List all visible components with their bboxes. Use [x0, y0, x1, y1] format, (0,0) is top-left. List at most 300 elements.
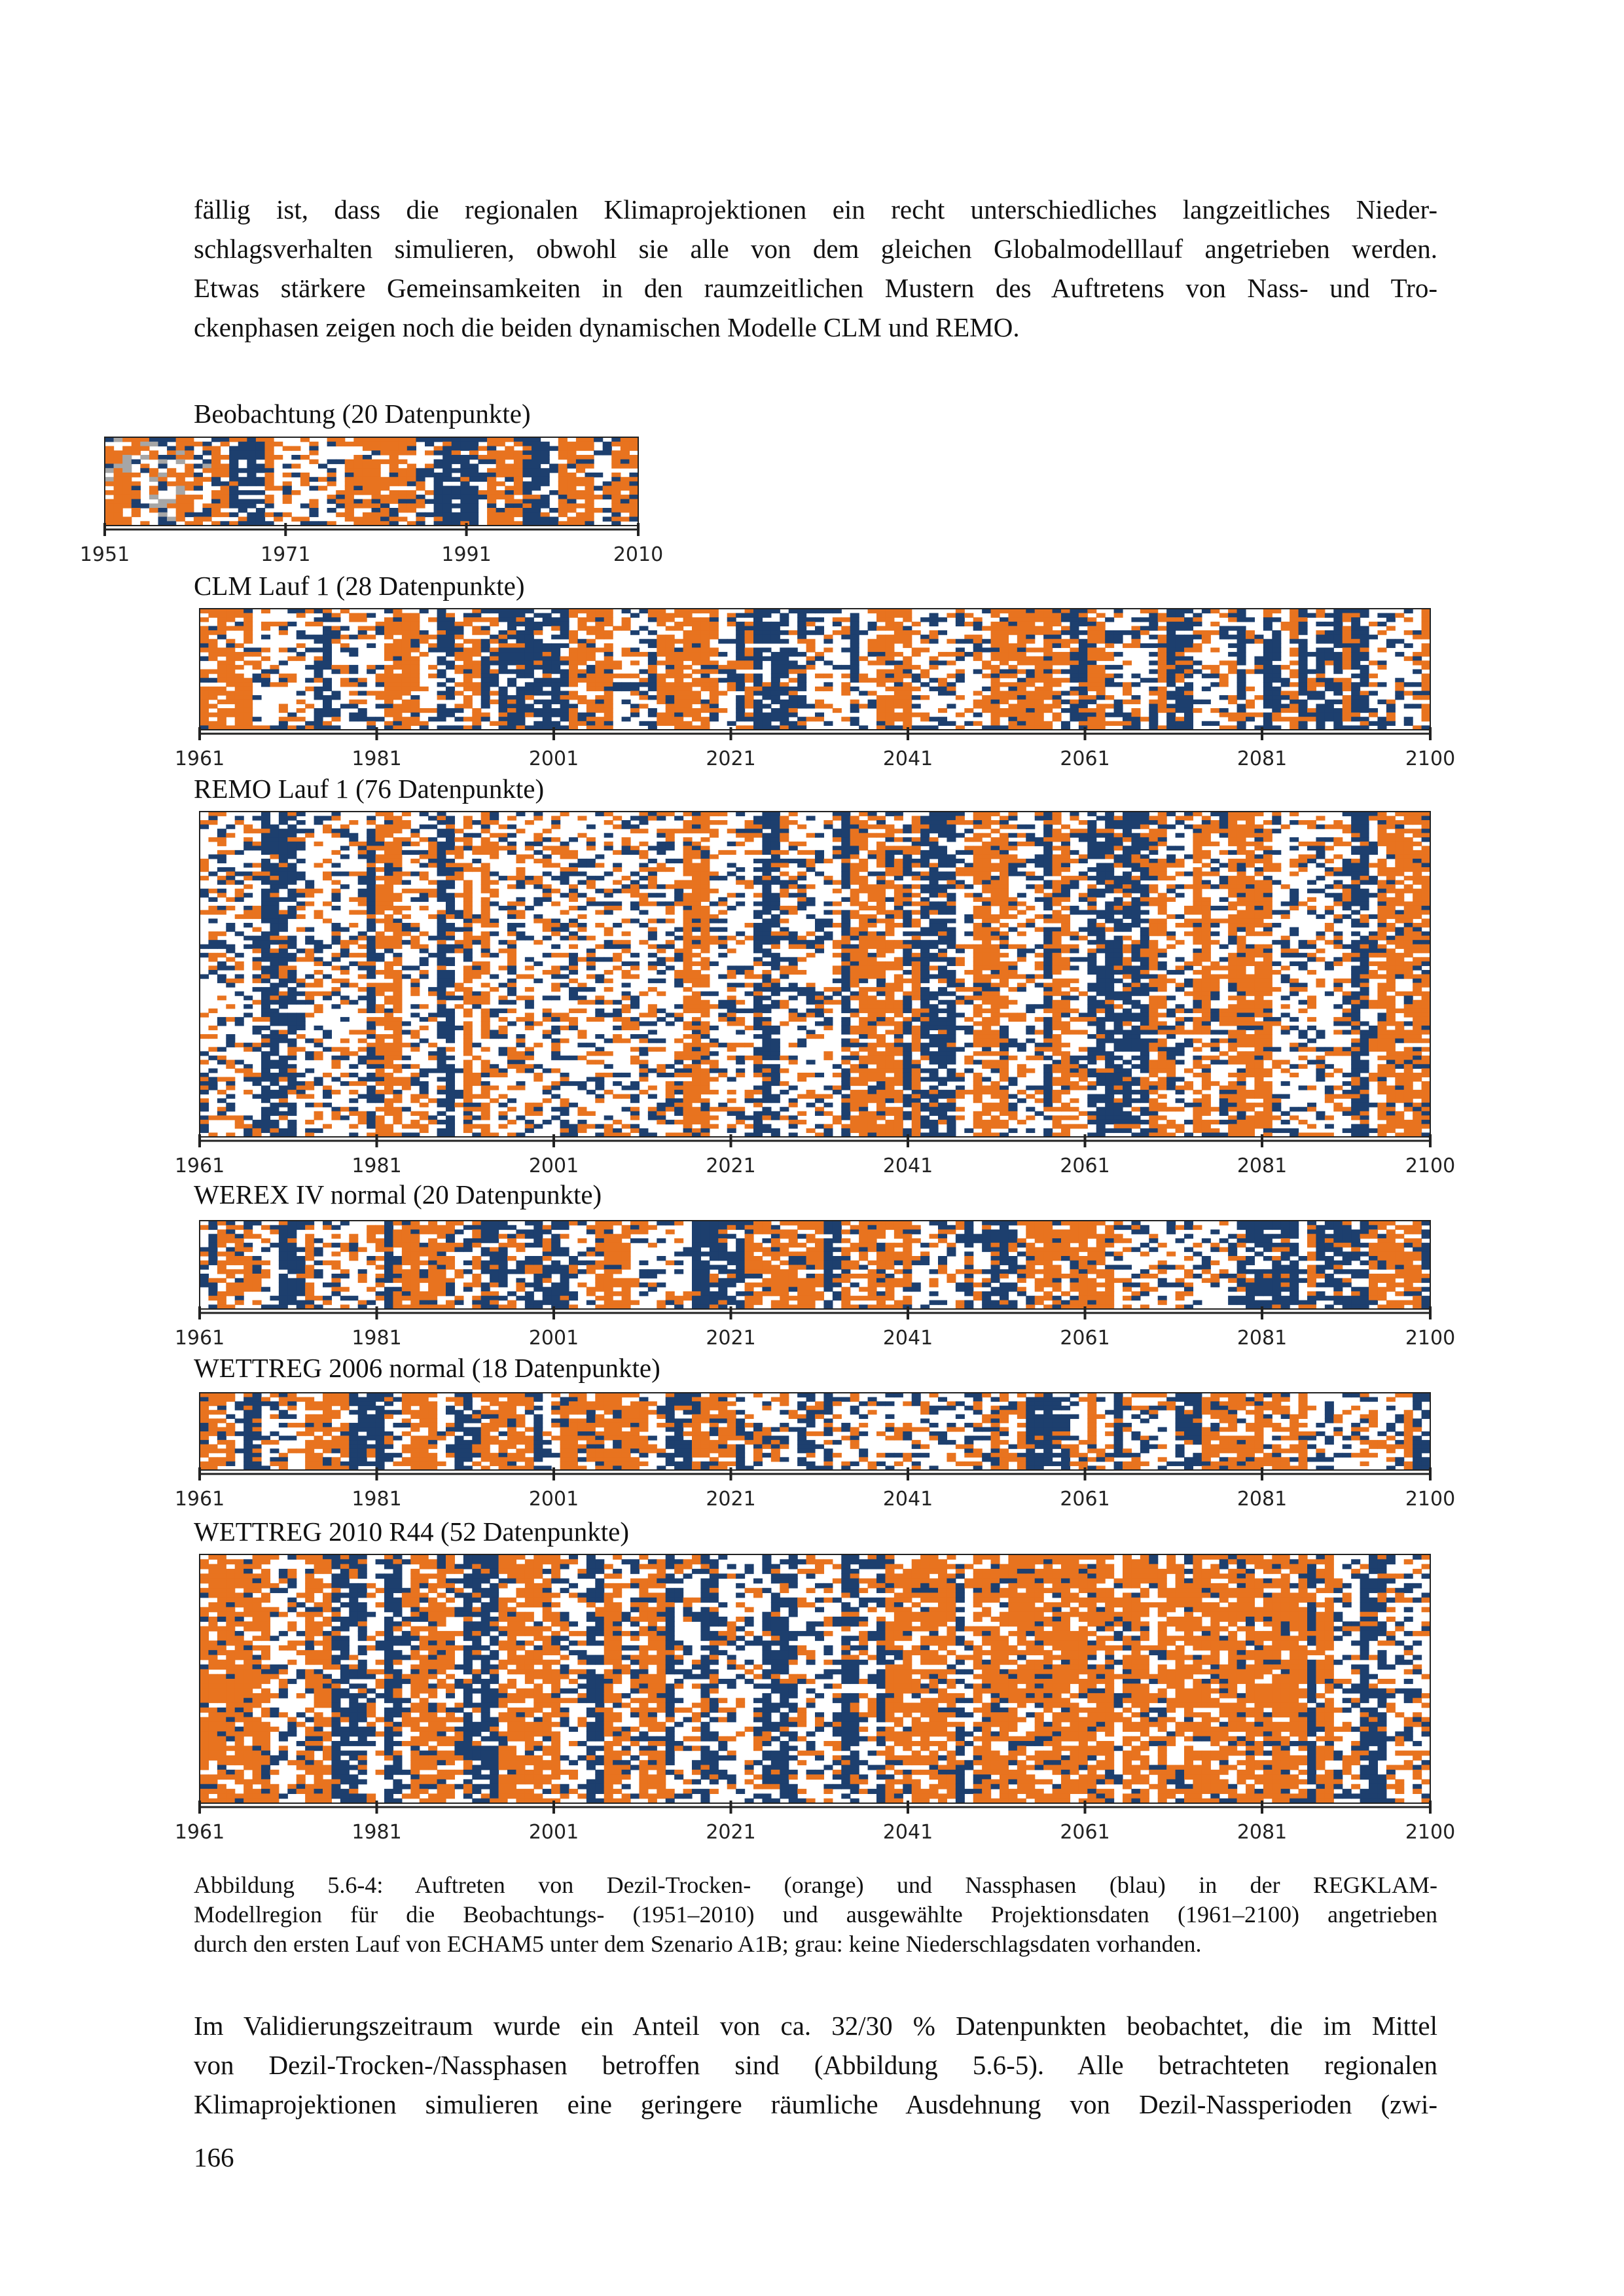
heatmap-cell [558, 455, 568, 459]
heatmap-cell [543, 897, 552, 902]
heatmap-cell [533, 691, 543, 696]
heatmap-cell [1087, 630, 1096, 635]
heatmap-cell [410, 965, 420, 970]
heatmap-cell [393, 944, 402, 949]
heatmap-cell [398, 517, 407, 522]
heatmap-cell [132, 437, 141, 442]
heatmap-cell [176, 450, 185, 455]
heatmap-cell [122, 517, 132, 522]
heatmap-cell [279, 983, 288, 988]
heatmap-cell [1422, 713, 1431, 717]
heatmap-cell [920, 617, 929, 622]
heatmap-cell [558, 486, 568, 490]
heatmap-cell [1193, 647, 1202, 652]
heatmap-cell [393, 846, 402, 850]
heatmap-cell [1422, 678, 1431, 683]
heatmap-cell [454, 643, 463, 648]
heatmap-cell [982, 700, 991, 704]
heatmap-cell [1026, 635, 1035, 639]
heatmap-cell [314, 670, 323, 674]
heatmap-cell [270, 1081, 279, 1086]
heatmap-cell [323, 1047, 332, 1052]
heatmap-cell [700, 708, 710, 713]
heatmap-cell [576, 503, 585, 508]
heatmap-cell [1070, 656, 1079, 661]
heatmap-cell [331, 1115, 340, 1120]
heatmap-cell [253, 978, 262, 983]
heatmap-cell [279, 816, 288, 821]
heatmap-cell [1166, 660, 1176, 665]
heatmap-cell [1166, 670, 1176, 674]
heatmap-cell [200, 1098, 209, 1103]
heatmap-cell [1360, 639, 1369, 643]
heatmap-cell [1035, 647, 1044, 652]
heatmap-cell [507, 978, 516, 983]
heatmap-cell [446, 863, 455, 867]
heatmap-cell [132, 503, 141, 508]
heatmap-cell [532, 442, 541, 446]
heatmap-cell [1149, 613, 1158, 618]
heatmap-cell [454, 1103, 463, 1107]
heatmap-cell [736, 613, 745, 618]
heatmap-cell [560, 695, 569, 700]
heatmap-cell [1351, 704, 1360, 708]
heatmap-cell [305, 953, 314, 958]
heatmap-cell [621, 517, 630, 522]
heatmap-cell [657, 687, 666, 691]
heatmap-cell [200, 1081, 209, 1086]
heatmap-cell [297, 1017, 306, 1022]
heatmap-cell [393, 983, 402, 988]
heatmap-cell [516, 1051, 525, 1056]
heatmap-cell [490, 1030, 499, 1035]
heatmap-cell [270, 1128, 279, 1133]
heatmap-cell [287, 609, 297, 613]
heatmap-cell [261, 936, 270, 941]
heatmap-cell [384, 682, 393, 687]
heatmap-cell [208, 656, 217, 661]
heatmap-cell [1166, 704, 1176, 708]
heatmap-cell [270, 1094, 279, 1099]
heatmap-cell [437, 863, 446, 867]
heatmap-cell [287, 1124, 297, 1128]
heatmap-cell [648, 652, 657, 656]
heatmap-cell [532, 450, 541, 455]
heatmap-cell [372, 468, 381, 473]
heatmap-cell [261, 975, 270, 979]
heatmap-cell [1351, 665, 1360, 670]
heatmap-cell [256, 437, 265, 442]
heatmap-cell [1263, 670, 1272, 674]
heatmap-cell [376, 837, 385, 842]
heatmap-cell [956, 678, 965, 683]
heatmap-cell [481, 953, 490, 958]
heatmap-cell [1343, 639, 1352, 643]
heatmap-cell [363, 464, 372, 469]
heatmap-cell [226, 923, 235, 927]
heatmap-cell [1386, 617, 1396, 622]
heatmap-cell [1035, 691, 1044, 696]
heatmap-cell [499, 1124, 508, 1128]
heatmap-cell [428, 987, 437, 992]
heatmap-cell [283, 482, 292, 486]
heatmap-cell [947, 704, 956, 708]
heatmap-cell [122, 477, 132, 482]
heatmap-cell [200, 1086, 209, 1090]
heatmap-cell [1386, 717, 1396, 721]
heatmap-cell [221, 486, 230, 490]
heatmap-cell [420, 1017, 429, 1022]
heatmap-cell [176, 442, 185, 446]
heatmap-cell [384, 1060, 393, 1064]
heatmap-cell [789, 704, 798, 708]
heatmap-cell [604, 691, 613, 696]
heatmap-cell [1184, 635, 1193, 639]
x-tick-label: 2001 [528, 747, 579, 770]
heatmap-cell [437, 1090, 446, 1094]
heatmap-cell [270, 825, 279, 829]
heatmap-cell [541, 477, 550, 482]
heatmap-cell [402, 820, 411, 825]
heatmap-cell [1158, 652, 1167, 656]
heatmap-cell [586, 630, 596, 635]
heatmap-cell [221, 468, 230, 473]
heatmap-cell [683, 617, 693, 622]
heatmap-cell [446, 816, 455, 821]
heatmap-cell [551, 816, 560, 821]
heatmap-cell [789, 660, 798, 665]
heatmap-cell [217, 678, 226, 683]
heatmap-cell [208, 1086, 217, 1090]
heatmap-cell [551, 983, 560, 988]
heatmap-cell [314, 1103, 323, 1107]
heatmap-cell [780, 670, 789, 674]
heatmap-cell [323, 639, 332, 643]
heatmap-cell [158, 437, 168, 442]
heatmap-cell [376, 1043, 385, 1047]
heatmap-cell [437, 978, 446, 983]
heatmap-cell [270, 1120, 279, 1124]
heatmap-cell [208, 1047, 217, 1052]
heatmap-cell [420, 944, 429, 949]
heatmap-cell [622, 647, 631, 652]
heatmap-cell [1228, 670, 1237, 674]
heatmap-cell [745, 660, 754, 665]
heatmap-cell [507, 1021, 516, 1026]
heatmap-cell [380, 477, 389, 482]
heatmap-cell [256, 512, 265, 517]
heatmap-cell [384, 1026, 393, 1030]
heatmap-cell [297, 978, 306, 983]
heatmap-cell [1290, 670, 1299, 674]
heatmap-cell [376, 893, 385, 897]
heatmap-cell [253, 846, 262, 850]
heatmap-cell [217, 665, 226, 670]
heatmap-cell [376, 704, 385, 708]
heatmap-cell [226, 656, 235, 661]
heatmap-cell [235, 1124, 244, 1128]
heatmap-cell [358, 931, 367, 936]
heatmap-cell [525, 673, 534, 678]
heatmap-cell [920, 682, 929, 687]
heatmap-cell [507, 1056, 516, 1060]
heatmap-cell [507, 850, 516, 855]
heatmap-cell [323, 825, 332, 829]
heatmap-cell [505, 517, 514, 522]
heatmap-cell [393, 708, 402, 713]
heatmap-cell [1299, 687, 1308, 691]
heatmap-cell [1395, 613, 1404, 618]
heatmap-cell [516, 880, 525, 885]
heatmap-cell [217, 975, 226, 979]
heatmap-cell [437, 893, 446, 897]
heatmap-cell [585, 495, 594, 499]
heatmap-cell [1043, 721, 1053, 726]
heatmap-cell [279, 1073, 288, 1077]
heatmap-cell [416, 499, 425, 504]
heatmap-cell [244, 936, 253, 941]
heatmap-cell [270, 1064, 279, 1069]
heatmap-cell [287, 872, 297, 876]
heatmap-cell [437, 1047, 446, 1052]
heatmap-cell [1096, 704, 1106, 708]
heatmap-cell [1386, 708, 1396, 713]
heatmap-cell [567, 490, 576, 495]
heatmap-cell [929, 630, 939, 635]
heatmap-cell [384, 825, 393, 829]
heatmap-cell [736, 713, 745, 717]
heatmap-cell [490, 987, 499, 992]
heatmap-cell [532, 464, 541, 469]
heatmap-cell [358, 880, 367, 885]
heatmap-cell [1210, 622, 1219, 626]
heatmap-cell [367, 918, 376, 923]
heatmap-cell [114, 508, 123, 512]
heatmap-cell [349, 1064, 358, 1069]
heatmap-cell [481, 897, 490, 902]
heatmap-cell [903, 609, 912, 613]
heatmap-clm [174, 603, 1456, 787]
heatmap-cell [991, 665, 1000, 670]
heatmap-cell [454, 626, 463, 630]
heatmap-cell [648, 609, 657, 613]
heatmap-cell [463, 965, 473, 970]
heatmap-cell [331, 1056, 340, 1060]
heatmap-cell [460, 477, 469, 482]
heatmap-cell [376, 1004, 385, 1009]
heatmap-cell [279, 1098, 288, 1103]
heatmap-cell [1131, 630, 1140, 635]
heatmap-cell [894, 682, 903, 687]
heatmap-cell [463, 944, 473, 949]
heatmap-cell [718, 691, 727, 696]
heatmap-cell [727, 660, 736, 665]
heatmap-cell [393, 1068, 402, 1073]
heatmap-cell [270, 842, 279, 846]
heatmap-cell [850, 665, 859, 670]
heatmap-cell [1105, 695, 1114, 700]
heatmap-cell [114, 517, 123, 522]
heatmap-cell [446, 936, 455, 941]
heatmap-cell [833, 617, 842, 622]
heatmap-cell [300, 503, 310, 508]
heatmap-cell [595, 695, 604, 700]
heatmap-cell [1413, 630, 1422, 635]
heatmap-cell [398, 503, 407, 508]
heatmap-cell [279, 833, 288, 838]
heatmap-cell [560, 854, 569, 859]
heatmap-cell [514, 455, 523, 459]
heatmap-cell [367, 965, 376, 970]
heatmap-cell [516, 1068, 525, 1073]
heatmap-cell [514, 473, 523, 477]
heatmap-cell [402, 687, 411, 691]
heatmap-cell [1202, 639, 1211, 643]
heatmap-cell [226, 825, 235, 829]
heatmap-cell [340, 1056, 350, 1060]
heatmap-cell [1166, 613, 1176, 618]
heatmap-cell [1360, 613, 1369, 618]
heatmap-cell [586, 626, 596, 630]
heatmap-cell [437, 948, 446, 953]
heatmap-cell [894, 717, 903, 721]
heatmap-cell [176, 499, 185, 504]
heatmap-cell [287, 863, 297, 867]
heatmap-cell [331, 1090, 340, 1094]
heatmap-cell [569, 639, 578, 643]
heatmap-cell [1176, 617, 1185, 622]
heatmap-cell [244, 1077, 253, 1081]
heatmap-cell [736, 678, 745, 683]
heatmap-cell [797, 630, 806, 635]
heatmap-cell [208, 613, 217, 618]
heatmap-cell [446, 1098, 455, 1103]
heatmap-cell [376, 889, 385, 893]
heatmap-cell [340, 1000, 350, 1005]
heatmap-cell [490, 647, 499, 652]
heatmap-cell [1096, 665, 1106, 670]
heatmap-cell [1316, 656, 1325, 661]
heatmap-cell [481, 829, 490, 833]
heatmap-cell [349, 897, 358, 902]
heatmap-cell [283, 495, 292, 499]
heatmap-cell [514, 437, 523, 442]
heatmap-cell [929, 665, 939, 670]
heatmap-cell [446, 1009, 455, 1013]
heatmap-cell [244, 842, 253, 846]
heatmap-cell [560, 1056, 569, 1060]
heatmap-cell [507, 983, 516, 988]
heatmap-cell [358, 617, 367, 622]
heatmap-cell [496, 437, 505, 442]
heatmap-cell [1079, 695, 1088, 700]
heatmap-cell [894, 613, 903, 618]
heatmap-cell [629, 459, 638, 464]
heatmap-cell [522, 468, 532, 473]
heatmap-cell [1343, 665, 1352, 670]
heatmap-cell [122, 455, 132, 459]
heatmap-cell [194, 477, 203, 482]
heatmap-cell [1053, 717, 1062, 721]
heatmap-cell [622, 609, 631, 613]
heatmap-cell [516, 721, 525, 726]
heatmap-cell [543, 652, 552, 656]
heatmap-cell [586, 673, 596, 678]
heatmap-cell [265, 450, 274, 455]
heatmap-cell [244, 996, 253, 1000]
heatmap-cell [208, 906, 217, 910]
heatmap-cell [1140, 643, 1149, 648]
heatmap-cell [442, 512, 452, 517]
heatmap-cell [402, 872, 411, 876]
heatmap-cell [208, 897, 217, 902]
heatmap-cell [507, 1086, 516, 1090]
heatmap-cell [463, 660, 473, 665]
heatmap-cell [226, 1094, 235, 1099]
heatmap-cell [674, 639, 683, 643]
heatmap-cell [692, 691, 701, 696]
heatmap-cell [305, 1000, 314, 1005]
heatmap-cell [353, 486, 363, 490]
heatmap-cell [384, 842, 393, 846]
heatmap-cell [507, 1098, 516, 1103]
heatmap-cell [384, 609, 393, 613]
heatmap-cell [217, 996, 226, 1000]
heatmap-cell [700, 656, 710, 661]
heatmap-cell [516, 647, 525, 652]
heatmap-cell [270, 884, 279, 889]
heatmap-cell [525, 670, 534, 674]
heatmap-cell [1061, 700, 1070, 704]
heatmap-cell [261, 940, 270, 944]
heatmap-cell [463, 613, 473, 618]
heatmap-cell [261, 1039, 270, 1043]
heatmap-cell [569, 867, 578, 872]
heatmap-cell [331, 717, 340, 721]
heatmap-cell [229, 486, 238, 490]
heatmap-cell [446, 846, 455, 850]
heatmap-cell [868, 652, 877, 656]
heatmap-cell [487, 512, 496, 517]
heatmap-cell [323, 704, 332, 708]
heatmap-cell [727, 673, 736, 678]
heatmap-svg [174, 603, 1456, 787]
heatmap-cell [279, 1094, 288, 1099]
heatmap-cell [736, 682, 745, 687]
heatmap-cell [208, 957, 217, 961]
heatmap-cell [1158, 639, 1167, 643]
heatmap-cell [420, 652, 429, 656]
heatmap-cell [947, 652, 956, 656]
heatmap-cell [469, 495, 478, 499]
heatmap-cell [446, 1047, 455, 1052]
heatmap-cell [789, 665, 798, 670]
heatmap-cell [611, 512, 621, 517]
heatmap-cell [762, 721, 771, 726]
heatmap-cell [903, 721, 912, 726]
heatmap-cell [132, 442, 141, 446]
heatmap-cell [516, 910, 525, 914]
heatmap-cell [376, 695, 385, 700]
heatmap-cell [446, 708, 455, 713]
heatmap-cell [1017, 656, 1026, 661]
heatmap-cell [753, 639, 763, 643]
heatmap-cell [469, 490, 478, 495]
heatmap-cell [710, 652, 719, 656]
heatmap-cell [522, 446, 532, 451]
heatmap-cell [1422, 609, 1431, 613]
heatmap-cell [287, 953, 297, 958]
